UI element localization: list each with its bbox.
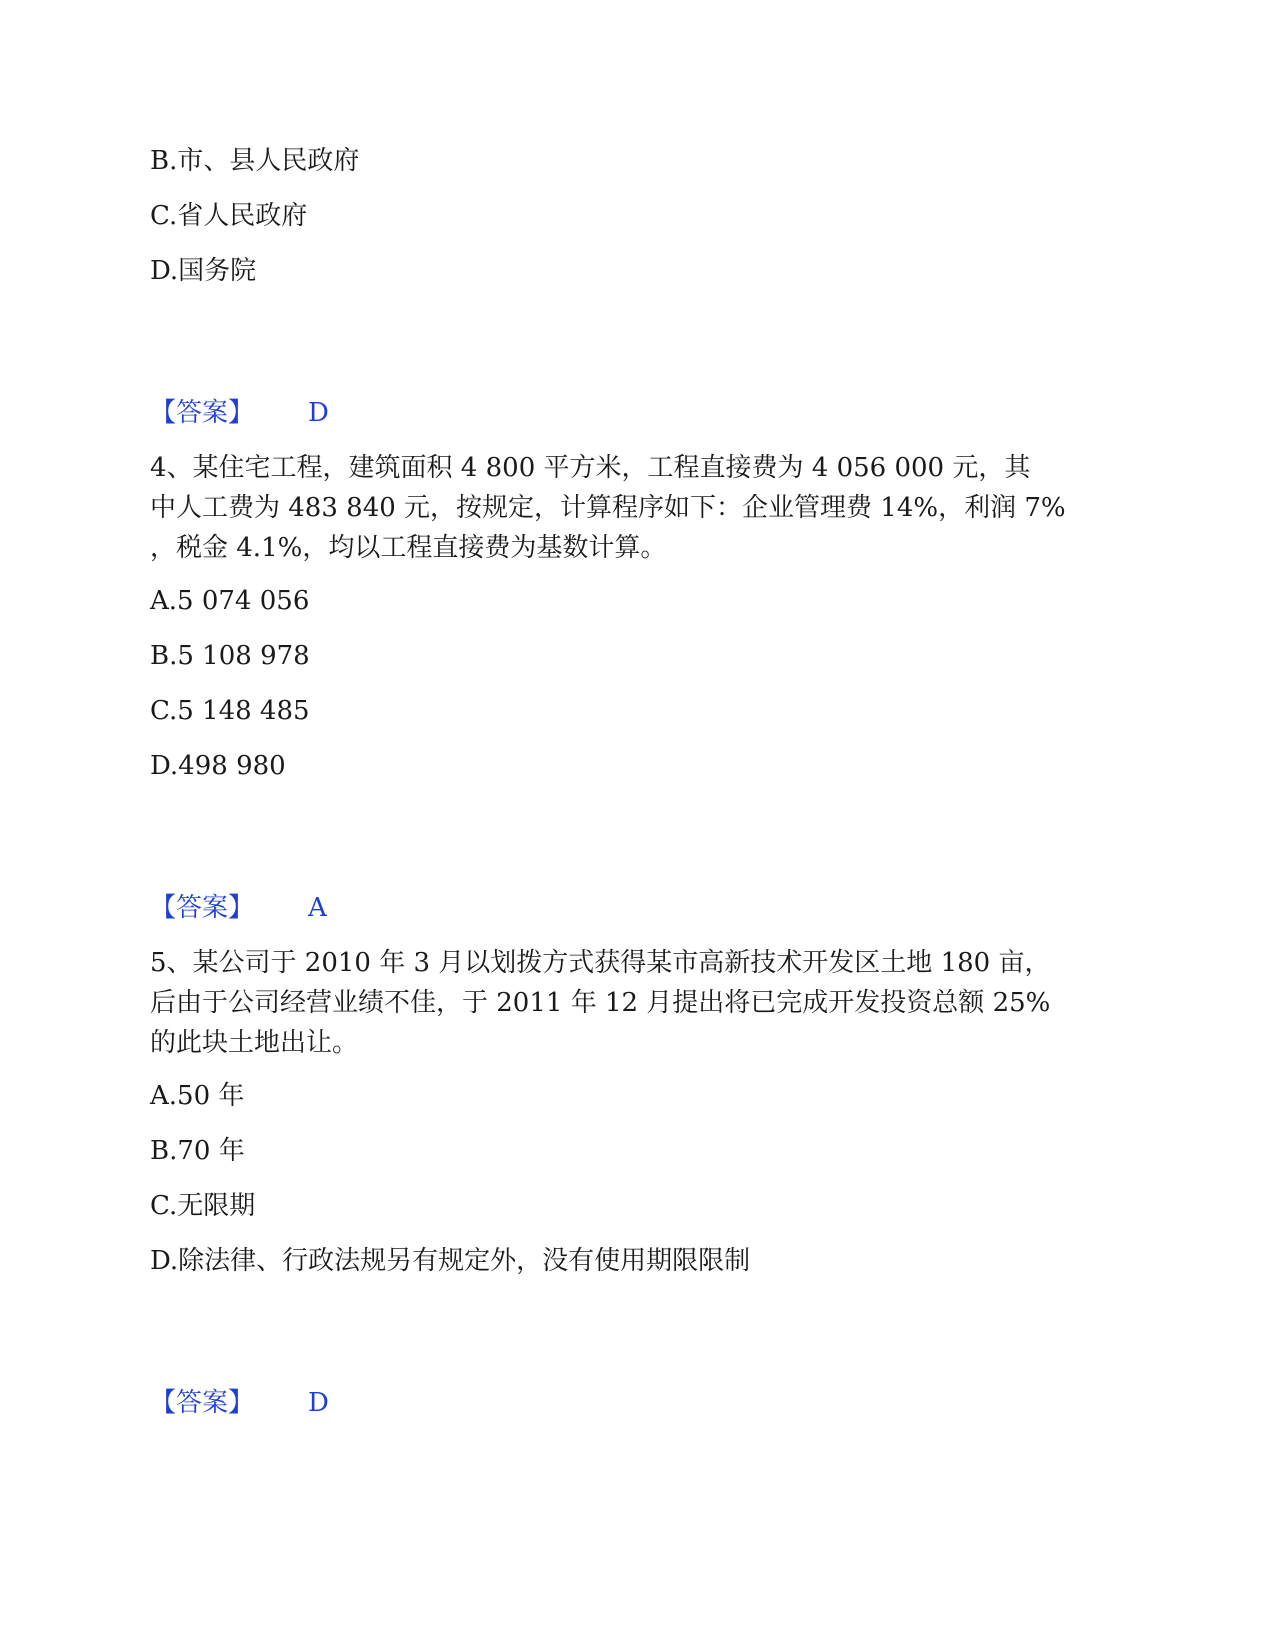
q5-stem-line-1: 5、某公司于 2010 年 3 月以划拨方式获得某市高新技术开发区土地 180 亩，	[150, 948, 1051, 978]
q3-option-d: D.国务院	[150, 256, 257, 286]
q5-answer	[150, 1388, 329, 1418]
q3-option-c: C.省人民政府	[150, 201, 308, 231]
q4-option-d: D.498 980	[150, 751, 286, 781]
q3-answer	[150, 398, 329, 428]
q4-answer-value: A	[308, 893, 327, 923]
q3-answer-label: 【答案】	[150, 398, 255, 428]
q5-option-a: A.50 年	[150, 1081, 245, 1111]
q5-answer-value: D	[308, 1388, 329, 1418]
q5-option-b: B.70 年	[150, 1136, 245, 1166]
q5-stem-line-3: 的此块土地出让。	[150, 1028, 359, 1058]
q4-option-a: A.5 074 056	[150, 586, 310, 616]
q3-option-b: B.市、县人民政府	[150, 146, 360, 176]
q4-stem-line-3: ，税金 4.1%，均以工程直接费为基数计算。	[150, 533, 667, 563]
q4-stem-line-1: 4、某住宅工程，建筑面积 4 800 平方米，工程直接费为 4 056 000 元，其	[150, 453, 1031, 483]
q5-stem-line-2: 后由于公司经营业绩不佳，于 2011 年 12 月提出将已完成开发投资总额 25%	[150, 988, 1051, 1018]
q4-answer-label: 【答案】	[150, 893, 255, 923]
q5-option-d: D.除法律、行政法规另有规定外，没有使用期限限制	[150, 1246, 751, 1276]
q4-stem-line-2: 中人工费为 483 840 元，按规定，计算程序如下：企业管理费 14%，利润 7%	[150, 493, 1066, 523]
q5-option-c: C.无限期	[150, 1191, 256, 1221]
q5-answer-label: 【答案】	[150, 1388, 255, 1418]
q3-answer-value: D	[308, 398, 329, 428]
q4-answer	[150, 893, 327, 923]
q4-option-c: C.5 148 485	[150, 696, 310, 726]
q4-option-b: B.5 108 978	[150, 641, 310, 671]
